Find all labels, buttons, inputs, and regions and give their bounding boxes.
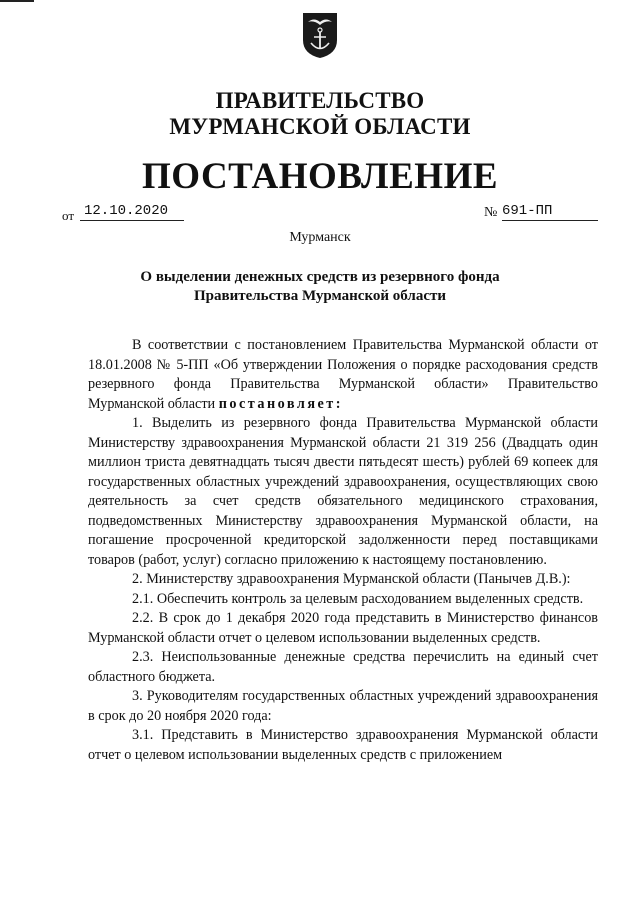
document-type-heading: ПОСТАНОВЛЕНИЕ <box>141 156 499 197</box>
date-prefix-label: от <box>62 208 75 223</box>
document-date: 12.10.2020 <box>80 203 184 221</box>
paragraph-3: 3. Руководителям государственных областных учреждений здравоохранения в срок до 20 ноября 2020 года: <box>88 688 598 724</box>
paragraph-1: 1. Выделить из резервного фонда Правительства Мурманской области Министерству здравоохранения Мурманской области 21 319 256 (Двадцать один миллион триста девятнадцать тысяч двести пятьдесят шесть) рублей 69 копеек для государственных областных учреждений здравоохранения, осуществляющих свою деятельность за счет средств обязательного медицинского страхования, подведомственных Министерству здравоохранения Мурманской области, на погашение просроченной кредиторской задолженности перед поставщиками товаров (работ, услуг) согласно приложению к настоящему постановлению. <box>88 415 598 568</box>
preamble-paragraph <box>88 336 598 414</box>
government-name-line1: ПРАВИТЕЛЬСТВО <box>215 88 425 113</box>
paragraph-2-2: 2.2. В срок до 1 декабря 2020 года представить в Министерство финансов Мурманской области отчет о целевом использовании выделенных средств. <box>88 610 598 646</box>
document-number: 691-ПП <box>502 203 598 221</box>
paragraph-2-1: 2.1. Обеспечить контроль за целевым расходованием выделенных средств. <box>132 590 584 607</box>
document-body <box>88 336 598 765</box>
paragraph-3-1: 3.1. Представить в Министерство здравоохранения Мурманской области отчет о целевом использовании выделенных средств с приложением <box>88 727 598 763</box>
paragraph-2: 2. Министерству здравоохранения Мурманской области (Панычев Д.В.): <box>132 571 571 587</box>
number-sign-label: № <box>484 205 498 220</box>
government-name-line2: МУРМАНСКОЙ ОБЛАСТИ <box>169 114 471 139</box>
preamble-text: В соответствии с постановлением Правительства Мурманской области от 18.01.2008 № 5-ПП «Об утверждении Положения о порядке расходования средств резервного фонда Правительства Мурманской области» Правительство Мурманской области <box>88 337 598 412</box>
scan-corner-mark <box>0 0 34 2</box>
paragraph-2-3: 2.3. Неиспользованные денежные средства перечислить на единый счет областного бюджета. <box>88 649 598 685</box>
document-title-line1: О выделении денежных средств из резервного фонда <box>140 269 500 285</box>
decides-keyword: постановляет: <box>218 395 344 412</box>
city-name: Мурманск <box>289 230 351 245</box>
coat-of-arms-icon <box>300 10 340 60</box>
document-title-line2: Правительства Мурманской области <box>193 288 447 304</box>
